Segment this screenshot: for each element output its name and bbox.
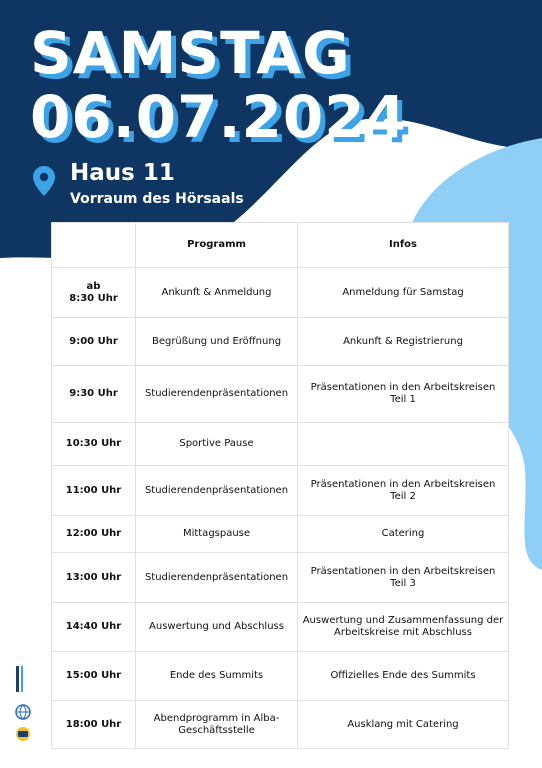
program-text: Abendprogramm in Alba- — [153, 712, 280, 724]
info-cell — [298, 603, 509, 652]
partner-logos — [12, 664, 36, 744]
map-pin-icon — [33, 166, 55, 196]
schedule-table — [51, 222, 509, 749]
table-row — [52, 423, 509, 466]
info-cell: Catering — [298, 516, 509, 553]
info-text: Arbeitskreise mit Abschluss — [334, 627, 472, 638]
time-cell — [52, 268, 136, 318]
time-cell: 11:00 Uhr — [52, 466, 136, 516]
globe-logo-icon — [16, 705, 30, 719]
program-cell: Ende des Summits — [136, 652, 298, 701]
program-cell: Mittagspause — [136, 516, 298, 553]
table-row — [52, 268, 509, 318]
table-row — [52, 516, 509, 553]
program-text: Geschäftsstelle — [178, 724, 255, 736]
table-row — [52, 553, 509, 603]
time-cell: 10:30 Uhr — [52, 423, 136, 466]
column-header-program: Programm — [136, 223, 298, 268]
info-cell — [298, 423, 509, 466]
alba-logo-icon — [16, 727, 30, 741]
room-name: Vorraum des Hörsaals — [70, 191, 244, 207]
time-text: ab — [86, 280, 101, 292]
info-text: Präsentationen in den Arbeitskreisen — [310, 382, 496, 393]
time-cell: 15:00 Uhr — [52, 652, 136, 701]
time-cell: 13:00 Uhr — [52, 553, 136, 603]
program-cell: Studierendenpräsentationen — [136, 366, 298, 423]
table-row — [52, 318, 509, 366]
info-text: Auswertung und Zusammenfassung der — [302, 615, 504, 626]
info-cell — [298, 366, 509, 423]
info-cell — [298, 466, 509, 516]
info-cell — [298, 553, 509, 603]
info-cell: Offizielles Ende des Summits — [298, 652, 509, 701]
program-cell: Ankunft & Anmeldung — [136, 268, 298, 318]
info-text: Präsentationen in den Arbeitskreisen — [310, 478, 496, 490]
time-cell: 14:40 Uhr — [52, 603, 136, 652]
info-cell: Anmeldung für Samstag — [298, 268, 509, 318]
time-cell: 12:00 Uhr — [52, 516, 136, 553]
date-heading: 06.07.2024 — [30, 83, 407, 151]
time-cell: 18:00 Uhr — [52, 701, 136, 749]
info-text: Teil 3 — [390, 577, 416, 589]
info-text: Präsentationen in den Arbeitskreisen — [310, 565, 496, 577]
program-cell: Studierendenpräsentationen — [136, 466, 298, 516]
table-row — [52, 366, 509, 423]
venue-block — [70, 158, 244, 209]
table-row — [52, 701, 509, 749]
info-cell: Ausklang mit Catering — [298, 701, 509, 749]
time-text: 8:30 Uhr — [69, 292, 118, 304]
column-header-time — [52, 223, 136, 268]
program-cell: Auswertung und Abschluss — [136, 603, 298, 652]
table-row — [52, 466, 509, 516]
building-name: Haus 11 — [70, 160, 175, 186]
table-row — [52, 603, 509, 652]
program-cell: Begrüßung und Eröffnung — [136, 318, 298, 366]
program-cell: Studierendenpräsentationen — [136, 553, 298, 603]
program-cell — [136, 701, 298, 749]
info-cell: Ankunft & Registrierung — [298, 318, 509, 366]
program-cell: Sportive Pause — [136, 423, 298, 466]
info-text: Teil 2 — [390, 490, 416, 502]
column-header-info: Infos — [298, 223, 509, 268]
day-heading: SAMSTAG — [30, 19, 351, 87]
sport-logo-icon — [16, 664, 30, 694]
time-cell: 9:00 Uhr — [52, 318, 136, 366]
info-text: Teil 1 — [390, 394, 416, 405]
table-row — [52, 652, 509, 701]
time-cell: 9:30 Uhr — [52, 366, 136, 423]
table-header-row — [52, 223, 509, 268]
